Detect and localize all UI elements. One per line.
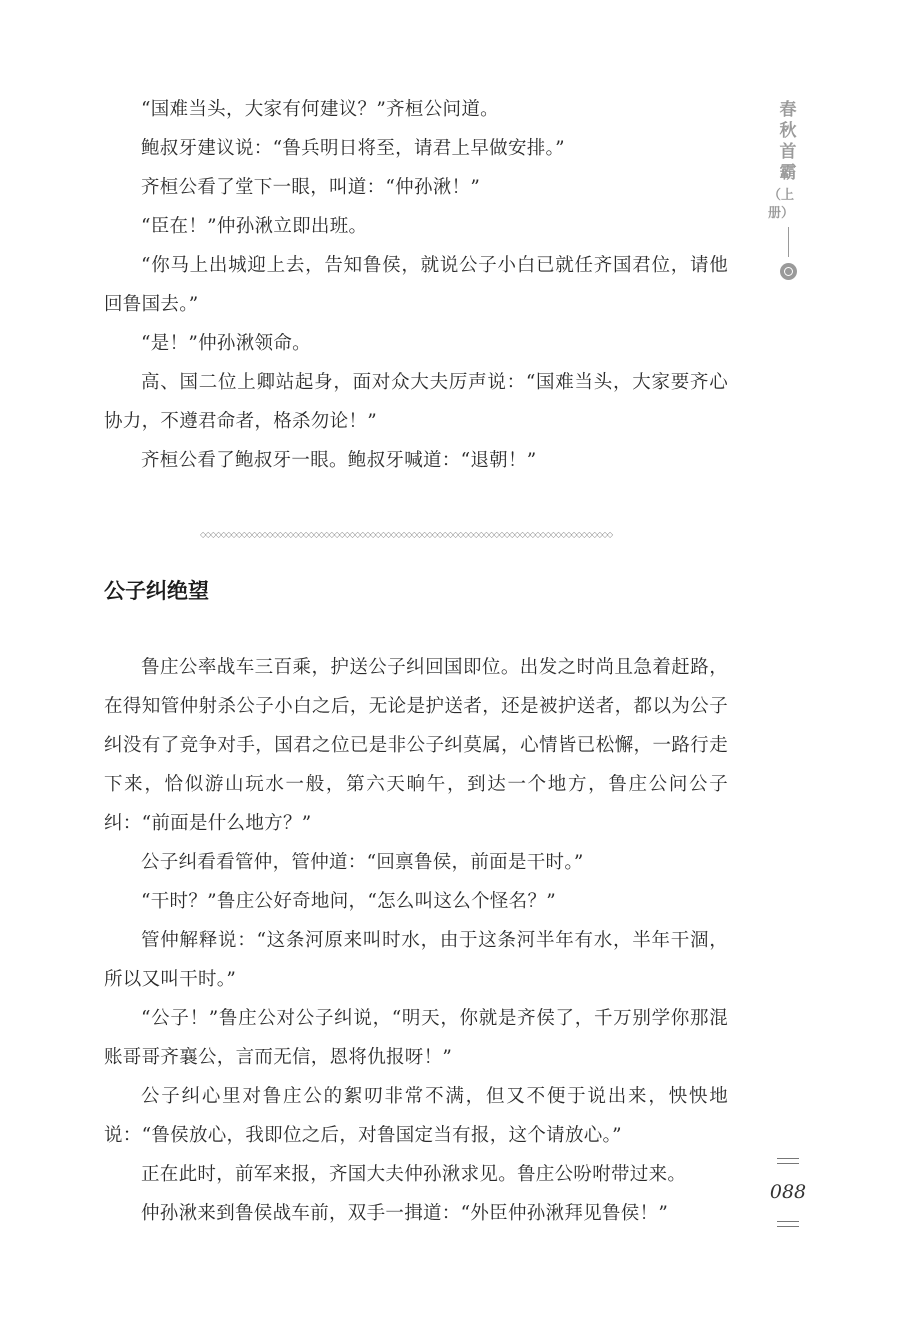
volume-label: （上册） bbox=[768, 188, 795, 221]
paragraph: “公子！”鲁庄公对公子纠说，“明天，你就是齐侯了，千万别学你那混账哥哥齐襄公，言而无信，恩将仇报呀！” bbox=[104, 1008, 728, 1068]
paragraph: “干时？”鲁庄公好奇地问，“怎么叫这么个怪名？” bbox=[141, 891, 557, 912]
paragraph: 鲁庄公率战车三百乘，护送公子纠回国即位。出发之时尚且急着赶路，在得知管仲射杀公子小白之后，无论是护送者，还是被护送者，都以为公子纠没有了竞争对手，国君之位已是非公子纠莫属，心情皆已松懈，一路行走下来，恰似游山玩水一般，第六天晌午，到达一个地方，鲁庄公问公子纠：“前面是什么地方？” bbox=[104, 657, 728, 834]
section-heading: 公子纠绝望 bbox=[104, 579, 209, 603]
paragraph: “是！”仲孙湫领命。 bbox=[141, 333, 311, 354]
paragraph: 公子纠心里对鲁庄公的絮叨非常不满，但又不便于说出来，怏怏地说：“鲁侯放心，我即位之后，对鲁国定当有报，这个请放心。” bbox=[104, 1086, 728, 1146]
running-title-char: 霸 bbox=[779, 163, 797, 183]
paragraph: 公子纠看看管仲，管仲道：“回禀鲁侯，前面是干时。” bbox=[141, 852, 584, 873]
page-number-block bbox=[766, 1158, 810, 1227]
page-number-rule-top bbox=[777, 1158, 799, 1164]
running-title bbox=[768, 100, 808, 280]
page-number-rule-bottom bbox=[777, 1221, 799, 1227]
paragraph: “你马上出城迎上去，告知鲁侯，就说公子小白已就任齐国君位，请他回鲁国去。” bbox=[104, 255, 728, 315]
emblem-icon bbox=[780, 263, 797, 280]
paragraph: 鲍叔牙建议说：“鲁兵明日将至，请君上早做安排。” bbox=[141, 138, 565, 159]
paragraph: 管仲解释说：“这条河原来叫时水，由于这条河半年有水，半年干涸，所以又叫干时。” bbox=[104, 930, 728, 990]
top-text-block bbox=[104, 90, 728, 480]
section-text-block bbox=[104, 648, 728, 1233]
sidebar-rule bbox=[788, 227, 789, 257]
paragraph: 正在此时，前军来报，齐国大夫仲孙湫求见。鲁庄公吩咐带过来。 bbox=[141, 1164, 687, 1185]
paragraph: 仲孙湫来到鲁侯战车前，双手一揖道：“外臣仲孙湫拜见鲁侯！” bbox=[141, 1203, 669, 1224]
paragraph: 齐桓公看了堂下一眼，叫道：“仲孙湫！” bbox=[141, 177, 481, 198]
page-number: 088 bbox=[769, 1181, 807, 1203]
section-divider: ◇◇◇◇◇◇◇◇◇◇◇◇◇◇◇◇◇◇◇◇◇◇◇◇◇◇◇◇◇◇◇◇◇◇◇◇◇◇◇◇◇◇◇◇◇◇◇◇◇◇◇◇◇◇◇◇◇◇◇◇◇◇◇◇◇◇◇◇◇◇◇◇◇◇◇◇◇◇◇◇ bbox=[200, 530, 613, 539]
running-title-char: 首 bbox=[779, 142, 797, 162]
paragraph: “国难当头，大家有何建议？”齐桓公问道。 bbox=[141, 99, 499, 120]
paragraph: 高、国二位上卿站起身，面对众大夫厉声说：“国难当头，大家要齐心协力，不遵君命者，格杀勿论！” bbox=[104, 372, 728, 432]
running-title-char: 春 bbox=[779, 100, 797, 120]
paragraph: “臣在！”仲孙湫立即出班。 bbox=[141, 216, 368, 237]
paragraph: 齐桓公看了鲍叔牙一眼。鲍叔牙喊道：“退朝！” bbox=[141, 450, 537, 471]
running-title-char: 秋 bbox=[779, 121, 797, 141]
